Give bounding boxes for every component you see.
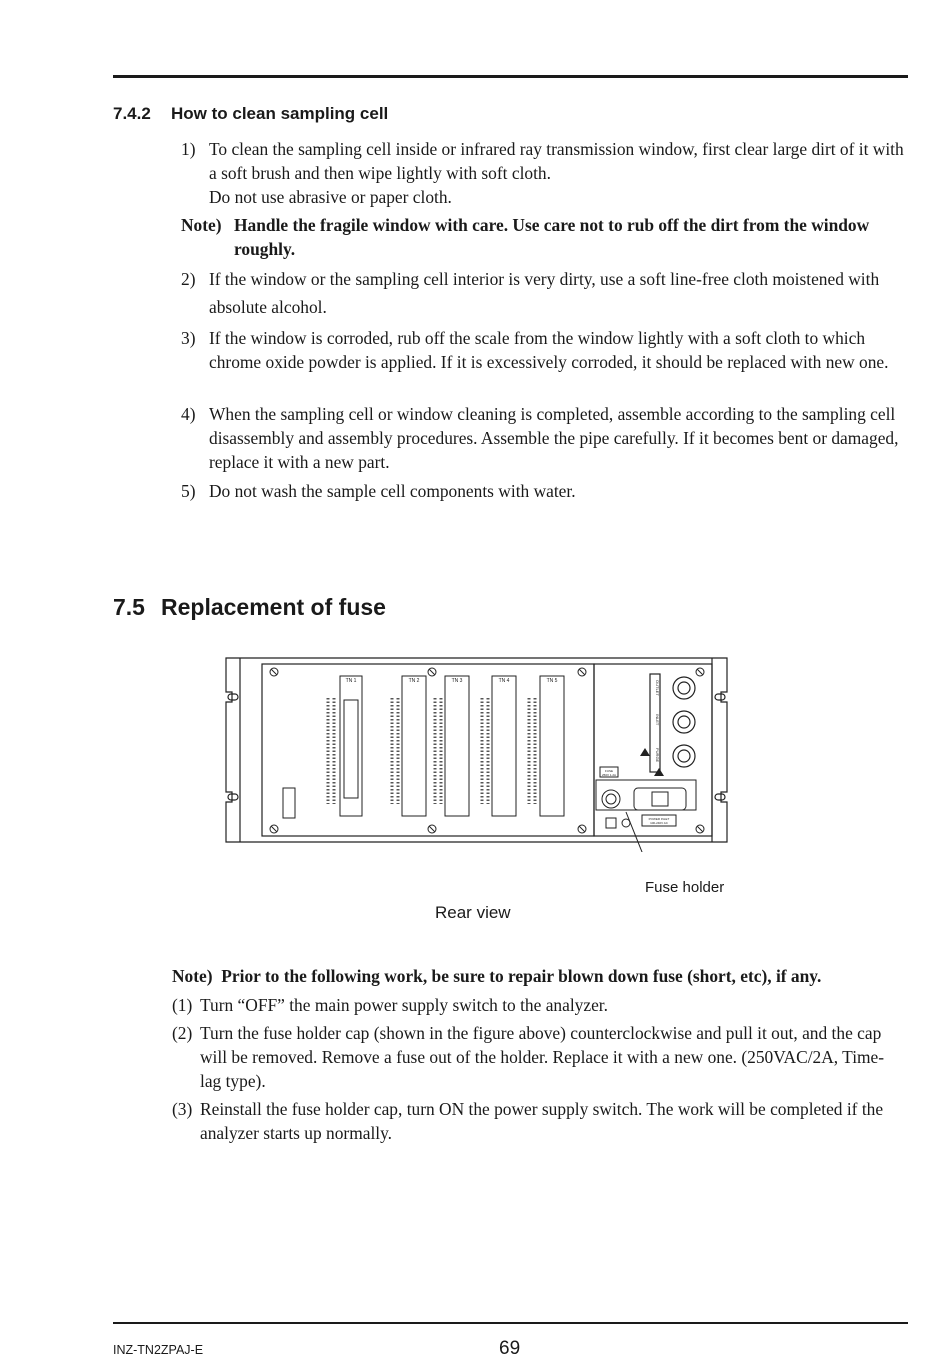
list-item xyxy=(181,479,906,503)
list-item xyxy=(172,1021,902,1093)
slot-label: TN 1 xyxy=(345,678,357,684)
step-text: Reinstall the fuse holder cap, turn ON the power supply switch. The work will be completed if the analyzer starts up normally. xyxy=(200,1099,884,1143)
fuse-rating: 250V 1.2A xyxy=(601,773,617,777)
item-text: Do not wash the sample cell components with water. xyxy=(209,481,576,501)
footer-rule xyxy=(113,1322,908,1324)
item-marker: 4) xyxy=(181,404,196,424)
list-item xyxy=(181,265,906,321)
subsection-number: 7.4.2 xyxy=(113,104,151,123)
item-text: To clean the sampling cell inside or infrared ray transmission window, first clear large dirt of it with a soft brush and then wipe lightly with soft cloth. xyxy=(209,139,904,183)
rear-view-figure xyxy=(222,652,732,852)
power-inlet-label: POWER INLET xyxy=(648,817,670,821)
chassis-outline xyxy=(226,658,727,842)
item-marker: 3) xyxy=(181,328,196,348)
slot-panel xyxy=(262,664,594,836)
step-marker: (2) xyxy=(172,1023,193,1043)
item-marker: 1) xyxy=(181,139,196,159)
power-rating-label: 100-240V AC xyxy=(650,821,668,825)
note xyxy=(181,213,899,261)
item-subtext: Do not use abrasive or paper cloth. xyxy=(209,187,452,207)
note-text: Prior to the following work, be sure to repair blown down fuse (short, etc), if any. xyxy=(221,966,822,986)
port-label-outlet: OUTLET xyxy=(655,680,660,696)
step-text: Turn the fuse holder cap (shown in the figure above) counterclockwise and pull it out, and the cap will be removed. Remove a fuse out of the holder. Replace it with a new one. (250VAC/2A, Time-lag type). xyxy=(200,1023,885,1091)
note-marker: Note) xyxy=(181,215,222,235)
fuse-holder-callout: Fuse holder xyxy=(645,879,725,896)
slot-label: TN 3 xyxy=(451,678,463,684)
step-marker: (1) xyxy=(172,995,193,1015)
note xyxy=(172,964,902,988)
header-rule xyxy=(113,75,908,78)
list-item xyxy=(181,137,906,209)
document-id: INZ-TN2ZPAJ-E xyxy=(113,1343,204,1357)
slot-label: TN 4 xyxy=(498,678,510,684)
fuse-label: FUSE xyxy=(604,769,614,773)
section-heading xyxy=(113,594,386,621)
list-item xyxy=(181,402,906,474)
item-text: If the window is corroded, rub off the scale from the window lightly with a soft cloth to which chrome oxide powder is applied. If it is excessively corroded, it should be replaced with new one. xyxy=(209,328,889,372)
slot-label: TN 5 xyxy=(546,678,558,684)
figure-caption: Rear view xyxy=(435,903,511,922)
slot-label: TN 2 xyxy=(408,678,420,684)
item-text: When the sampling cell or window cleaning is completed, assemble according to the sampling cell disassembly and assembly procedures. Assemble the pipe carefully. If it becomes bent or damaged, replace it with a new part. xyxy=(209,404,899,472)
note-marker: Note) xyxy=(172,966,213,986)
item-marker: 5) xyxy=(181,481,196,501)
page-number: 69 xyxy=(499,1338,521,1359)
subsection-heading xyxy=(113,104,388,124)
item-text: If the window or the sampling cell interior is very dirty, use a soft line-free cloth moistened with absolute alcohol. xyxy=(209,269,880,317)
port-label-purge: PURGE xyxy=(655,748,660,763)
list-item xyxy=(172,993,902,1017)
section-number: 7.5 xyxy=(113,594,145,620)
list-item xyxy=(181,326,906,374)
step-text: Turn “OFF” the main power supply switch to the analyzer. xyxy=(200,995,608,1015)
subsection-title: How to clean sampling cell xyxy=(171,104,389,123)
step-marker: (3) xyxy=(172,1099,193,1119)
port-label-inlet: INLET xyxy=(655,714,660,726)
note-text: Handle the fragile window with care. Use care not to rub off the dirt from the window roughly. xyxy=(234,215,870,259)
item-marker: 2) xyxy=(181,269,196,289)
section-title: Replacement of fuse xyxy=(161,594,386,620)
list-item xyxy=(172,1097,902,1145)
